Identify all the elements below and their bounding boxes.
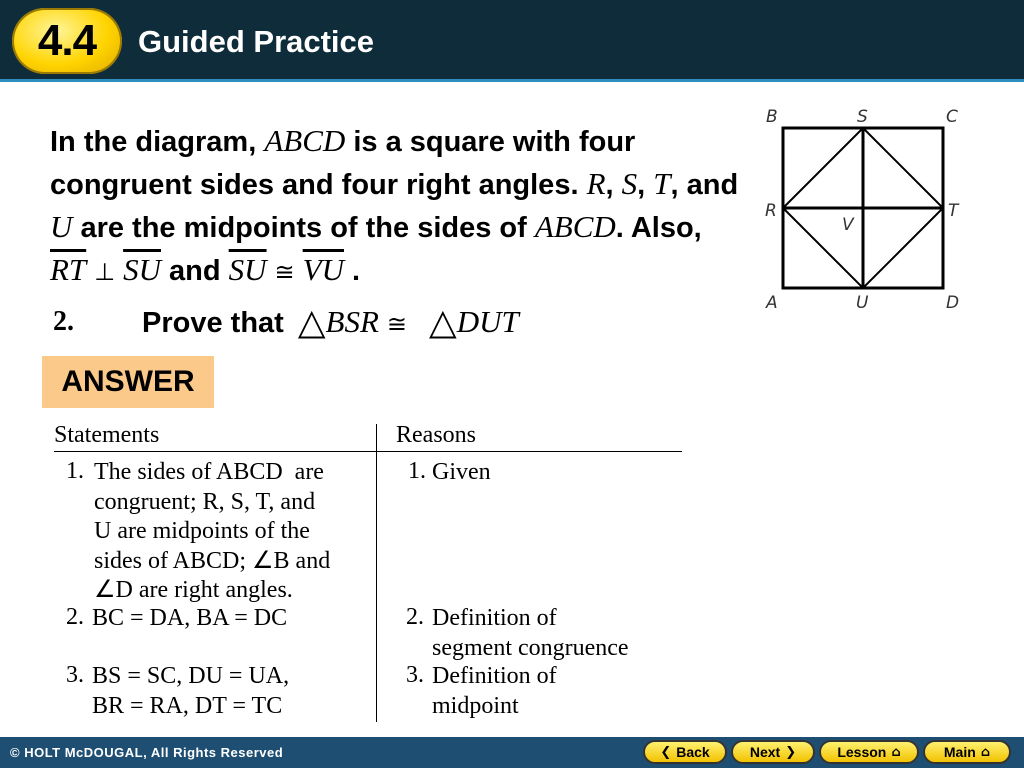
problem-text: , — [605, 169, 622, 201]
label-s: S — [857, 107, 868, 127]
header-divider — [54, 451, 682, 452]
column-divider — [376, 424, 377, 722]
triangle-icon: △ — [429, 302, 457, 343]
math-abcd: ABCD — [264, 123, 346, 158]
reason-cell: Definition of segment congruence — [432, 605, 629, 661]
label-a: A — [766, 293, 778, 313]
triangle-bsr: BSR — [325, 304, 379, 339]
statement-number: 2. — [66, 604, 84, 630]
problem-text: are the midpoints of the sides of — [72, 212, 535, 244]
problem-text: . — [343, 255, 361, 287]
math-u: U — [50, 209, 73, 244]
problem-text: and — [160, 255, 229, 287]
triangle-icon: △ — [297, 302, 326, 343]
problem-text: , — [637, 169, 654, 201]
back-label: Back — [676, 744, 710, 760]
problem-text: is a square with four congruent sides and four right angles. — [50, 126, 636, 201]
header-bar — [0, 0, 1024, 82]
label-b: B — [766, 107, 778, 127]
math-s: S — [621, 166, 638, 201]
label-c: C — [946, 107, 958, 127]
question-number: 2. — [53, 306, 74, 337]
question-prompt — [142, 300, 519, 346]
main-label: Main — [943, 744, 976, 760]
lesson-label: Lesson — [837, 744, 887, 760]
reason-cell: Definition of midpoint — [432, 663, 557, 719]
lesson-badge — [12, 8, 122, 74]
next-button[interactable] — [731, 740, 815, 764]
statement-number: 3. — [66, 662, 84, 688]
congruent-symbol: ≅ — [386, 310, 407, 338]
page-title: Guided Practice — [138, 24, 375, 59]
label-v: V — [842, 215, 854, 235]
lesson-button[interactable] — [819, 740, 919, 764]
label-u: U — [856, 293, 869, 313]
statement-cell: BS = SC, DU = UA, BR = RA, DT = TC — [92, 663, 290, 719]
math-abcd: ABCD — [534, 209, 616, 244]
segment-rt: $\overline{RT}$ — [50, 252, 87, 287]
column-header-reasons: Reasons — [396, 422, 476, 448]
chevron-left-icon: ❮ — [660, 744, 672, 760]
triangle-dut: DUT — [456, 304, 519, 339]
lesson-number: 4.4 — [37, 16, 97, 65]
problem-statement — [50, 120, 740, 293]
statement-number: 1. — [66, 458, 84, 484]
footer-bar — [0, 737, 1024, 768]
prove-text: Prove that — [142, 307, 284, 339]
problem-text: , and — [670, 169, 739, 201]
problem-text: . Also, — [615, 212, 702, 244]
home-icon: ⌂ — [891, 744, 901, 760]
reason-number: 1. — [408, 458, 426, 484]
statement-cell: The sides of ABCD are congruent; R, S, T, and U are midpoints of the sides of ABCD; ∠B and ∠D are right angles. — [94, 459, 331, 603]
reason-number: 3. — [406, 662, 424, 688]
chevron-right-icon: ❯ — [785, 744, 797, 760]
perpendicular-symbol: ⊥ — [94, 258, 116, 286]
label-t: T — [948, 201, 959, 221]
home-icon: ⌂ — [980, 744, 991, 760]
back-button[interactable] — [643, 740, 727, 764]
segment-su: $\overline{SU}$ — [123, 252, 161, 287]
problem-text: In the diagram, — [50, 126, 265, 158]
label-d: D — [946, 293, 960, 313]
segment-vu: $\overline{VU}$ — [302, 252, 344, 287]
copyright-text: © HOLT McDOUGAL, All Rights Reserved — [10, 745, 284, 760]
main-button[interactable] — [923, 740, 1011, 764]
next-label: Next — [749, 744, 781, 760]
square-diagram — [760, 100, 970, 316]
segment-su: $\overline{SU}$ — [228, 252, 267, 287]
reason-number: 2. — [406, 604, 424, 630]
reason-cell: Given — [432, 459, 491, 485]
column-header-statements: Statements — [54, 422, 160, 448]
answer-label: ANSWER — [42, 356, 214, 408]
label-r: R — [765, 201, 777, 221]
statement-cell: BC = DA, BA = DC — [92, 605, 288, 631]
math-t: T — [653, 166, 671, 201]
math-r: R — [586, 166, 606, 201]
congruent-symbol: ≅ — [274, 258, 295, 286]
